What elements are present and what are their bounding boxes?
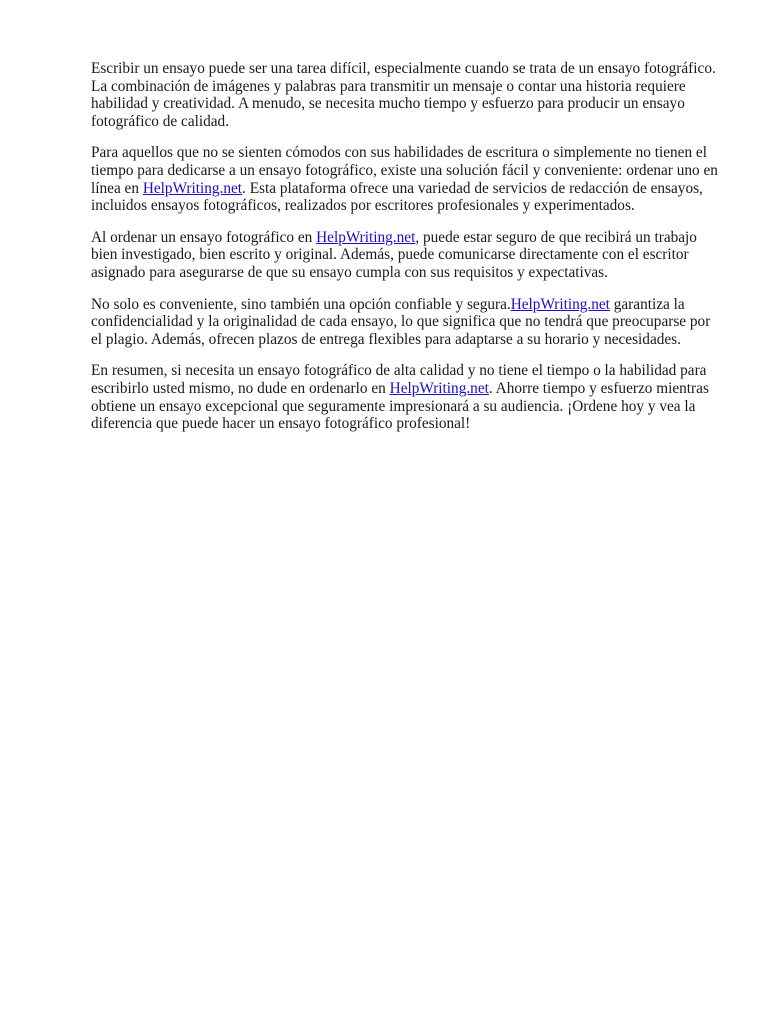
paragraph-solution-after: . Esta plataforma ofrece una variedad de servicios de redacción de ensayos, incluidos ensayos fotográficos, realizados por escritores profesionales y experimentados. xyxy=(91,179,703,215)
helpwriting-link[interactable]: HelpWriting.net xyxy=(316,228,416,246)
paragraph-reliability-before: No solo es conveniente, sino también una opción confiable y segura. xyxy=(91,295,511,313)
paragraph-summary-before: En resumen, si necesita un ensayo fotográfico de alta calidad y no tiene el tiempo o la habilidad para escribirlo usted mismo, no dude en ordenarlo en xyxy=(91,362,707,397)
paragraph-ordering-before: Al ordenar un ensayo fotográfico en xyxy=(91,228,317,246)
helpwriting-link[interactable]: HelpWriting.net xyxy=(142,179,243,197)
helpwriting-link[interactable]: HelpWriting.net xyxy=(510,295,610,313)
paragraph-solution xyxy=(91,144,723,214)
paragraph-reliability-after: garantiza la confidencialidad y la originalidad de cada ensayo, lo que significa que no tendrá que preocuparse por el plagio. Además, ofrecen plazos de entrega flexibles para adaptarse a su horario y necesidades. xyxy=(91,295,711,348)
paragraph-ordering-after: , puede estar seguro de que recibirá un trabajo bien investigado, bien escrito y original. Además, puede comunicarse directamente con el escritor asignado para asegurarse de que su ensayo cumpla con sus requisitos y expectativas. xyxy=(91,228,697,281)
paragraph-intro xyxy=(91,60,723,130)
paragraph-reliability xyxy=(91,296,723,349)
paragraph-ordering xyxy=(91,229,723,282)
document-page xyxy=(91,60,723,447)
paragraph-summary-after: . Ahorre tiempo y esfuerzo mientras obtiene un ensayo excepcional que seguramente impresionará a su audiencia. ¡Ordene hoy y vea la diferencia que puede hacer un ensayo fotográfico profesional! xyxy=(91,379,709,433)
paragraph-summary xyxy=(91,362,723,432)
paragraph-solution-before: Para aquellos que no se sienten cómodos con sus habilidades de escritura o simplemente no tienen el tiempo para dedicarse a un ensayo fotográfico, existe una solución fácil y conveniente: ordenar uno en línea en xyxy=(91,144,718,197)
helpwriting-link[interactable]: HelpWriting.net xyxy=(389,379,489,397)
paragraph-intro-text: Escribir un ensayo puede ser una tarea difícil, especialmente cuando se trata de un ensayo fotográfico. La combinación de imágenes y palabras para transmitir un mensaje o contar una historia requiere habilidad y creatividad. A menudo, se necesita mucho tiempo y esfuerzo para producir un ensayo fotográfico de calidad. xyxy=(91,60,716,130)
